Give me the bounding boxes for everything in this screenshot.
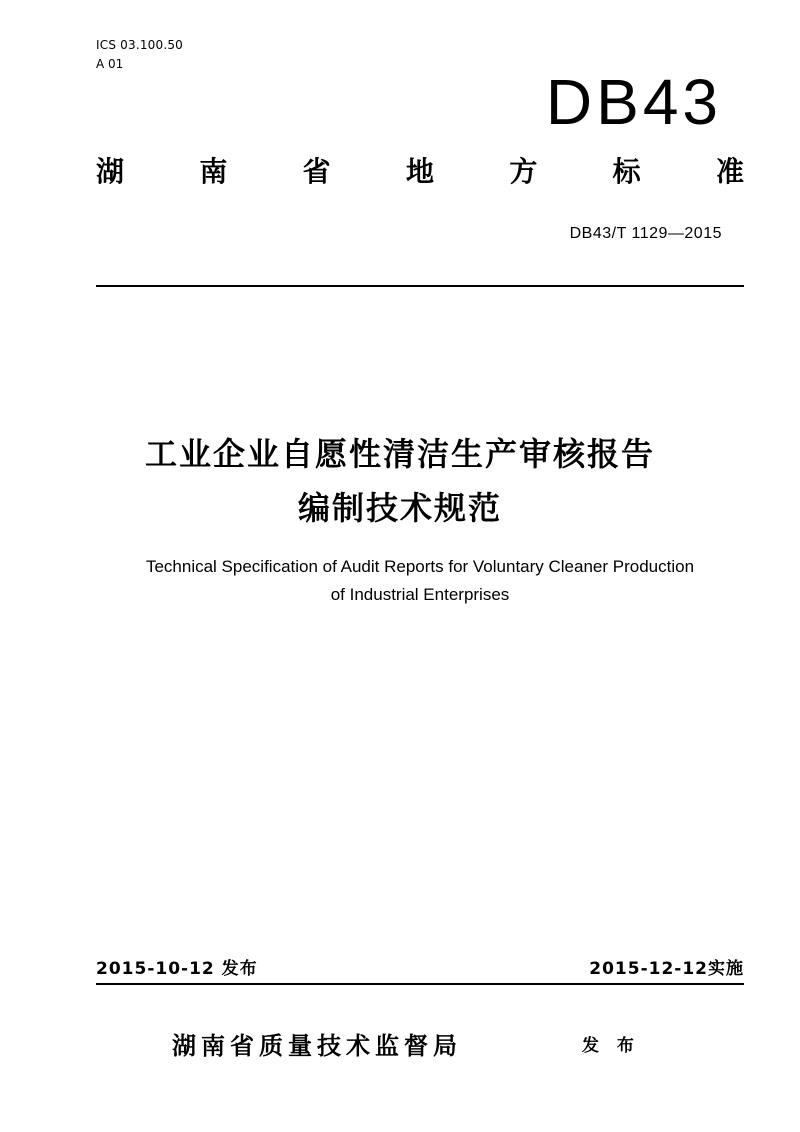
standard-type-char: 标 bbox=[612, 155, 641, 188]
issue-date: 2015-10-12 发布 bbox=[96, 959, 258, 979]
standard-type-char: 省 bbox=[302, 155, 331, 188]
standard-type-char: 湖 bbox=[96, 155, 125, 188]
standard-type-char: 地 bbox=[405, 155, 434, 188]
chinese-title-line-2: 编制技术规范 bbox=[297, 489, 502, 527]
top-divider bbox=[96, 285, 744, 287]
standard-mark: DB43 bbox=[545, 66, 722, 138]
standard-type-char: 准 bbox=[715, 155, 744, 188]
chinese-title-line-1: 工业企业自愿性清洁生产审核报告 bbox=[144, 435, 655, 473]
standard-type-char: 南 bbox=[199, 155, 228, 188]
standard-type-char: 方 bbox=[509, 155, 538, 188]
english-title-line-1: Technical Specification of Audit Reports for Voluntary Cleaner Production bbox=[145, 557, 695, 576]
ics-code: ICS 03.100.50 bbox=[96, 38, 184, 52]
bottom-divider bbox=[96, 983, 744, 985]
standard-number: DB43/T 1129—2015 bbox=[569, 225, 722, 242]
implementation-date: 2015-12-12实施 bbox=[589, 959, 744, 979]
english-title-line-2: of Industrial Enterprises bbox=[330, 585, 510, 604]
issuing-authority: 湖南省质量技术监督局 bbox=[172, 1032, 462, 1060]
issue-label: 发 布 bbox=[582, 1036, 640, 1056]
standard-type-title bbox=[96, 152, 744, 192]
classification-code: A 01 bbox=[96, 57, 124, 71]
